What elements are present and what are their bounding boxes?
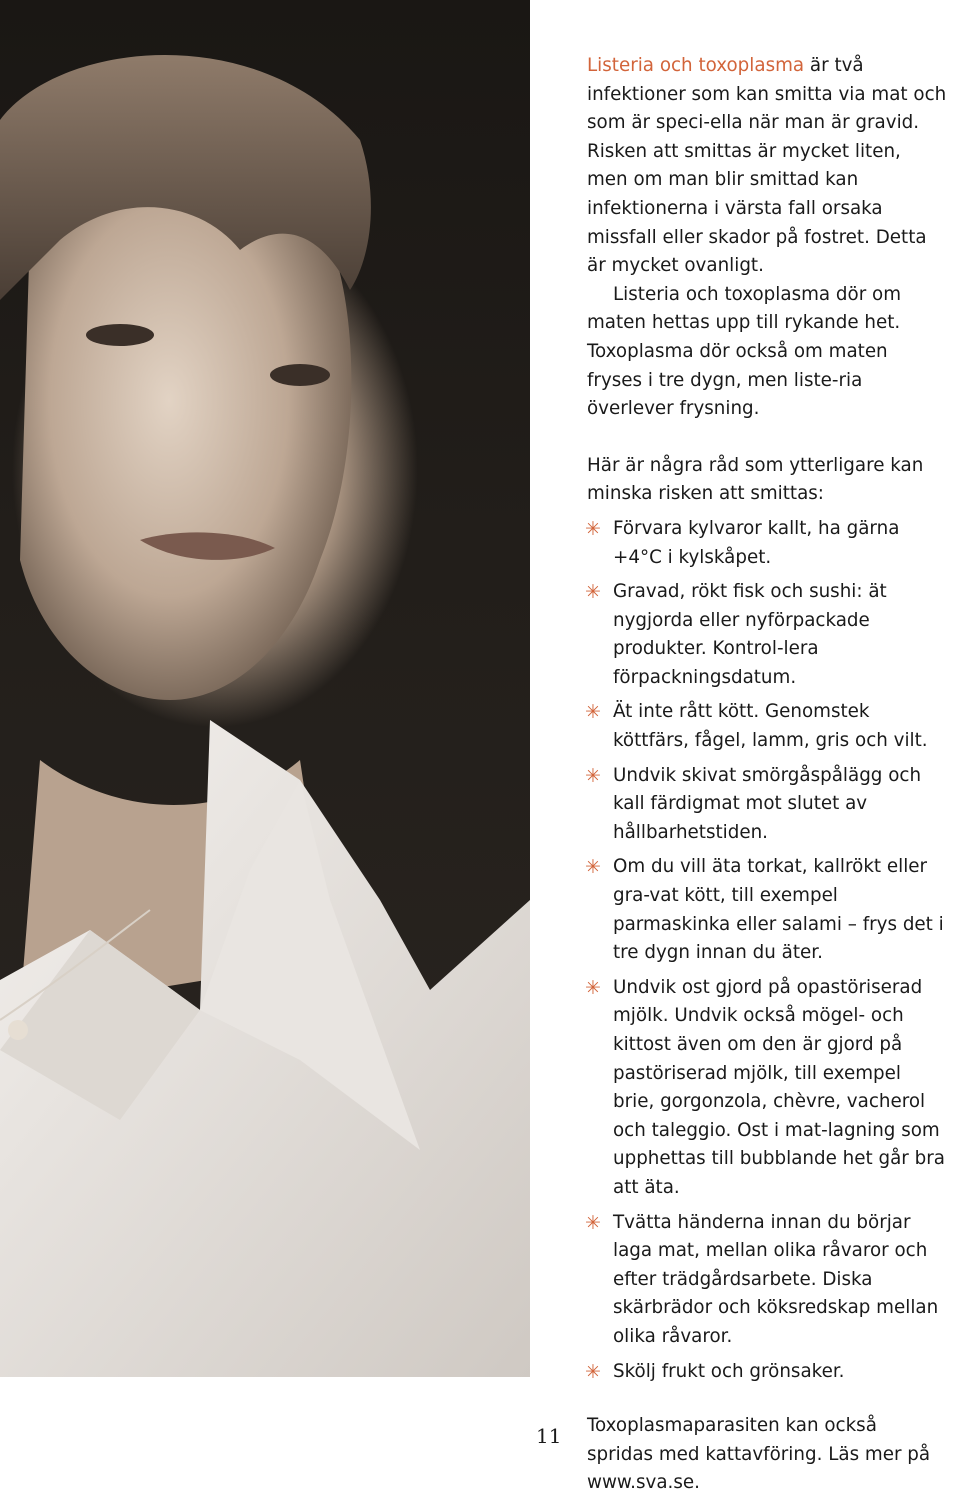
asterisk-bullet-icon: ✳ xyxy=(585,856,601,879)
second-paragraph: Listeria och toxoplasma dör om maten hettas upp till rykande het. Toxoplasma dör också om maten fryses i tre dygn, men liste-ria överlever frysning. xyxy=(587,283,902,420)
asterisk-bullet-icon: ✳ xyxy=(585,1211,601,1234)
advice-item: ✳ Ät inte rått kött. Genomstek köttfärs, fågel, lamm, gris och vilt. xyxy=(587,698,947,755)
advice-item: ✳ Undvik skivat smörgåspålägg och kall färdigmat mot slutet av hållbarhetstiden. xyxy=(587,762,947,848)
intro-highlight: Listeria och toxoplasma xyxy=(587,55,805,76)
footer-note: Toxoplasmaparasiten kan också spridas med kattavföring. Läs mer på www.sva.se. xyxy=(587,1415,931,1494)
intro-text: är två infektioner som kan smitta via mat och som är speci-ella när man är gravid. Risken att smittas är mycket liten, men om man blir smittad kan infektionerna i värsta fall orsaka missfall eller skador på fostret. Detta är mycket ovanligt. xyxy=(587,55,947,277)
asterisk-bullet-icon: ✳ xyxy=(585,764,601,787)
advice-item: ✳ Undvik ost gjord på opastöriserad mjölk. Undvik också mögel- och kittost även om den är gjord på pastöriserad mjölk, till exempel brie, gorgonzola, chèvre, vacherol och taleggio. Ost i mat-lagning som upphettas till bubblande het går bra att äta. xyxy=(587,974,947,1203)
advice-list xyxy=(587,515,947,1386)
asterisk-bullet-icon: ✳ xyxy=(585,976,601,999)
advice-item: ✳ Förvara kylvaror kallt, ha gärna +4°C i kylskåpet. xyxy=(587,515,947,572)
intro-paragraph xyxy=(587,52,947,281)
advice-item: ✳ Skölj frukt och grönsaker. xyxy=(587,1358,947,1387)
asterisk-bullet-icon: ✳ xyxy=(585,517,601,540)
page-number: 11 xyxy=(536,1424,562,1448)
advice-item: ✳ Tvätta händerna innan du börjar laga mat, mellan olika råvaror och efter trädgårdsarbete. Diska skärbrädor och köksredskap mellan olika råvaror. xyxy=(587,1209,947,1352)
advice-item: ✳ Om du vill äta torkat, kallrökt eller gra-vat kött, till exempel parmaskinka eller salami – frys det i tre dygn innan du äter. xyxy=(587,853,947,967)
asterisk-bullet-icon: ✳ xyxy=(585,581,601,604)
asterisk-bullet-icon: ✳ xyxy=(585,1360,601,1383)
advice-intro: Här är några råd som ytterligare kan minska risken att smittas: xyxy=(587,454,924,505)
advice-item: ✳ Gravad, rökt fisk och sushi: ät nygjorda eller nyförpackade produkter. Kontrol-lera förpackningsdatum. xyxy=(587,578,947,692)
asterisk-bullet-icon: ✳ xyxy=(585,701,601,724)
article-text xyxy=(587,52,947,1498)
